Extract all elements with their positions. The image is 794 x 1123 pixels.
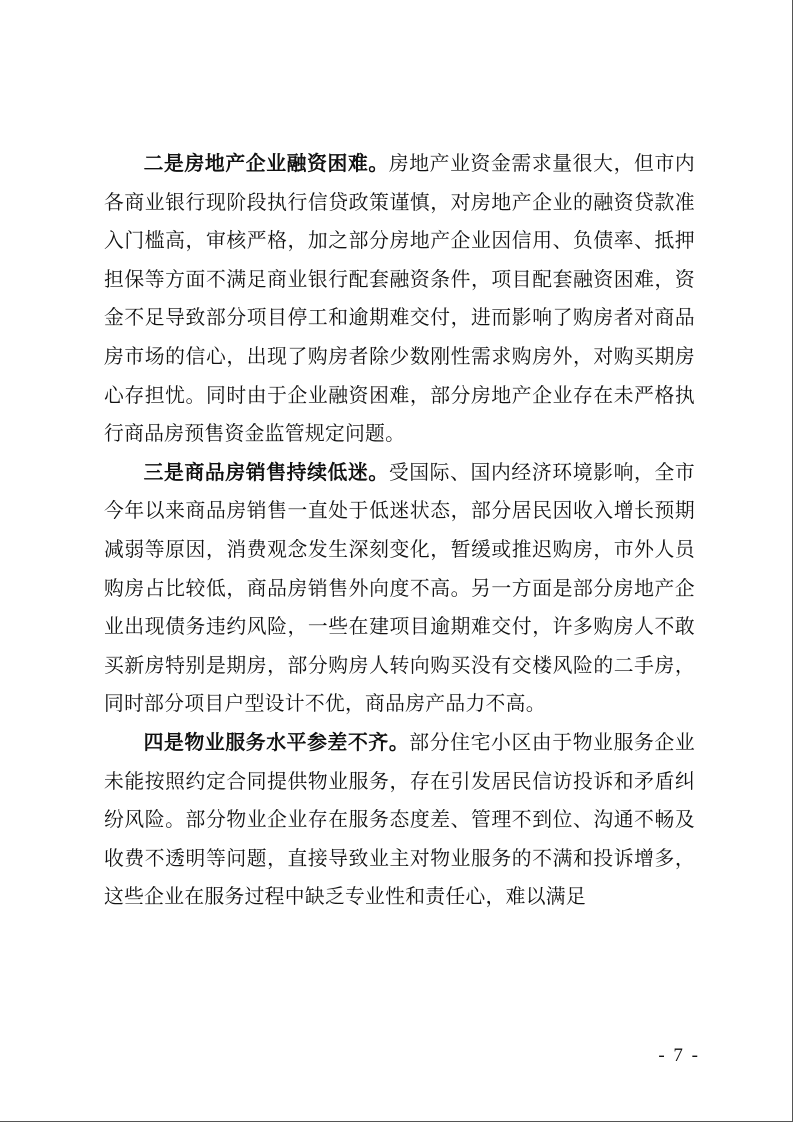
paragraph-financing: [104, 145, 695, 454]
paragraph-text: 部分住宅小区由于物业服务企业未能按照约定合同提供物业服务，存在引发居民信访投诉和矛盾纠纷风险。部分物业企业存在服务态度差、管理不到位、沟通不畅及收费不透明等问题，直接导致业主对物业服务的不满和投诉增多，这些企业在服务过程中缺乏专业性和责任心，难以满足: [104, 730, 696, 909]
paragraph-lead: 三是商品房销售持续低迷。: [143, 460, 389, 484]
paragraph-text: 房地产业资金需求量很大，但市内各商业银行现阶段执行信贷政策谨慎，对房地产企业的融资贷款准入门槛高，审核严格，加之部分房地产企业因信用、负债率、抵押担保等方面不满足商业银行配套融资条件，项目配套融资困难，资金不足导致部分项目停工和逾期难交付，进而影响了购房者对商品房市场的信心，出现了购房者除少数刚性需求购房外，对购买期房心存担忧。同时由于企业融资困难，部分房地产企业存在未严格执行商品房预售资金监管规定问题。: [104, 152, 695, 446]
paragraph-text: 受国际、国内经济环境影响，全市今年以来商品房销售一直处于低迷状态，部分居民因收入增长预期减弱等原因，消费观念发生深刻变化，暂缓或推迟购房，市外人员购房占比较低，商品房销售外向度不高。另一方面是部分房地产企业出现债务违约风险，一些在建项目逾期难交付，许多购房人不敢买新房特别是期房，部分购房人转向购买没有交楼风险的二手房，同时部分项目户型设计不优，商品房产品力不高。: [104, 460, 695, 716]
paragraph-sales: [104, 454, 695, 724]
paragraph-property-service: [104, 724, 695, 917]
page-number: - 7 -: [658, 1045, 700, 1066]
paragraph-lead: 四是物业服务水平参差不齐。: [143, 730, 410, 754]
document-body: [104, 145, 695, 917]
paragraph-lead: 二是房地产企业融资困难。: [143, 152, 389, 175]
